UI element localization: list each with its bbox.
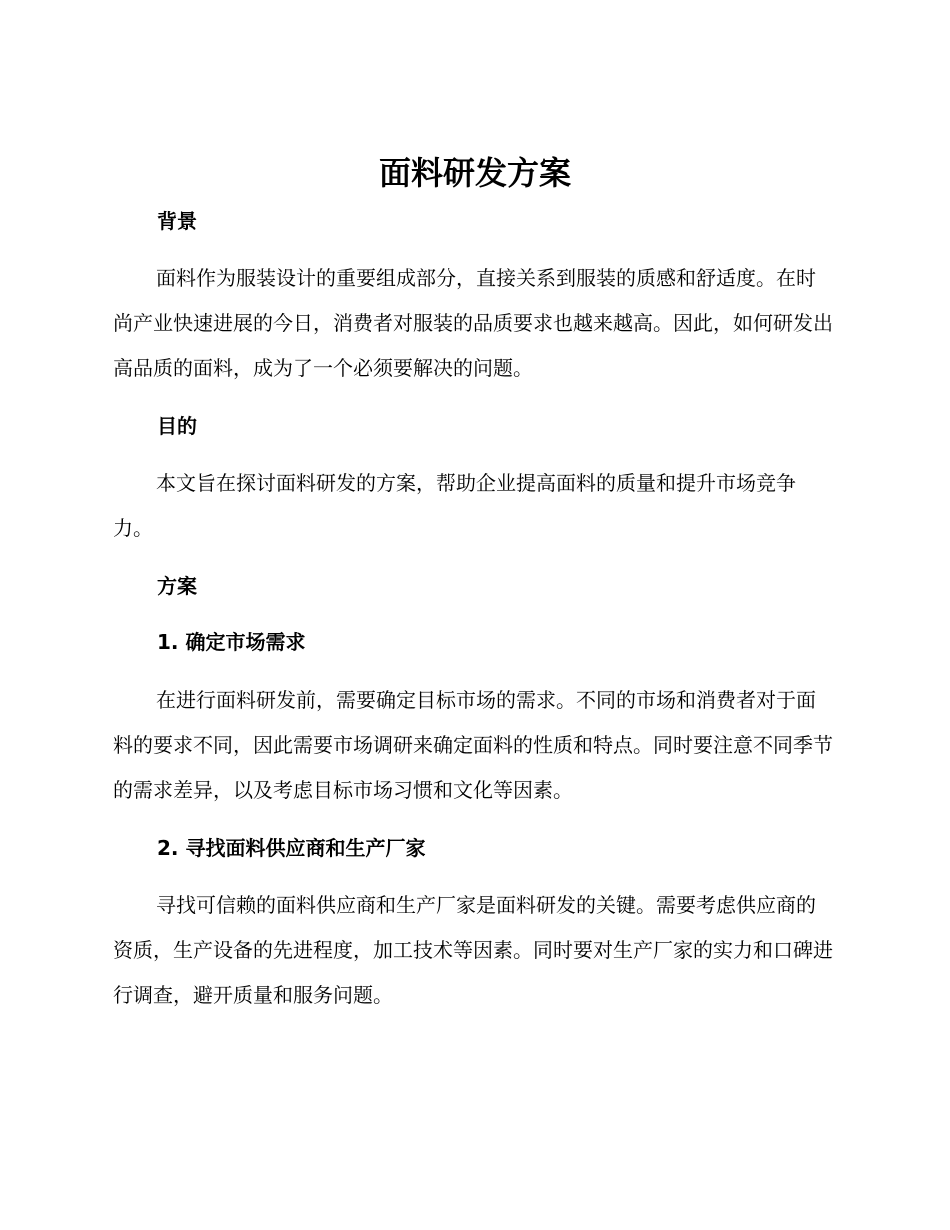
- section-heading-market-demand: 1. 确定市场需求: [157, 630, 306, 654]
- section-heading-suppliers: 2. 寻找面料供应商和生产厂家: [157, 836, 426, 860]
- section-paragraph-suppliers: 寻找可信赖的面料供应商和生产厂家是面料研发的关键。需要考虑供应商的资质，生产设备的先进程度，加工技术等因素。同时要对生产厂家的实力和口碑进行调查，避开质量和服务问题。: [113, 893, 833, 1007]
- section-heading-background: 背景: [157, 209, 197, 233]
- section-paragraph-purpose: 本文旨在探讨面料研发的方案，帮助企业提高面料的质量和提升市场竞争力。: [113, 471, 796, 540]
- section-paragraph-market-demand: 在进行面料研发前，需要确定目标市场的需求。不同的市场和消费者对于面料的要求不同，因此需要市场调研来确定面料的性质和特点。同时要注意不同季节的需求差异，以及考虑目标市场习惯和文化等因素。: [113, 688, 833, 802]
- section-paragraph-background: 面料作为服装设计的重要组成部分，直接关系到服装的质感和舒适度。在时尚产业快速进展的今日，消费者对服装的品质要求也越来越高。因此，如何研发出高品质的面料，成为了一个必须要解决的问题。: [113, 266, 833, 380]
- document-title: 面料研发方案: [378, 154, 571, 192]
- section-heading-plan: 方案: [157, 574, 197, 598]
- section-heading-purpose: 目的: [157, 414, 197, 438]
